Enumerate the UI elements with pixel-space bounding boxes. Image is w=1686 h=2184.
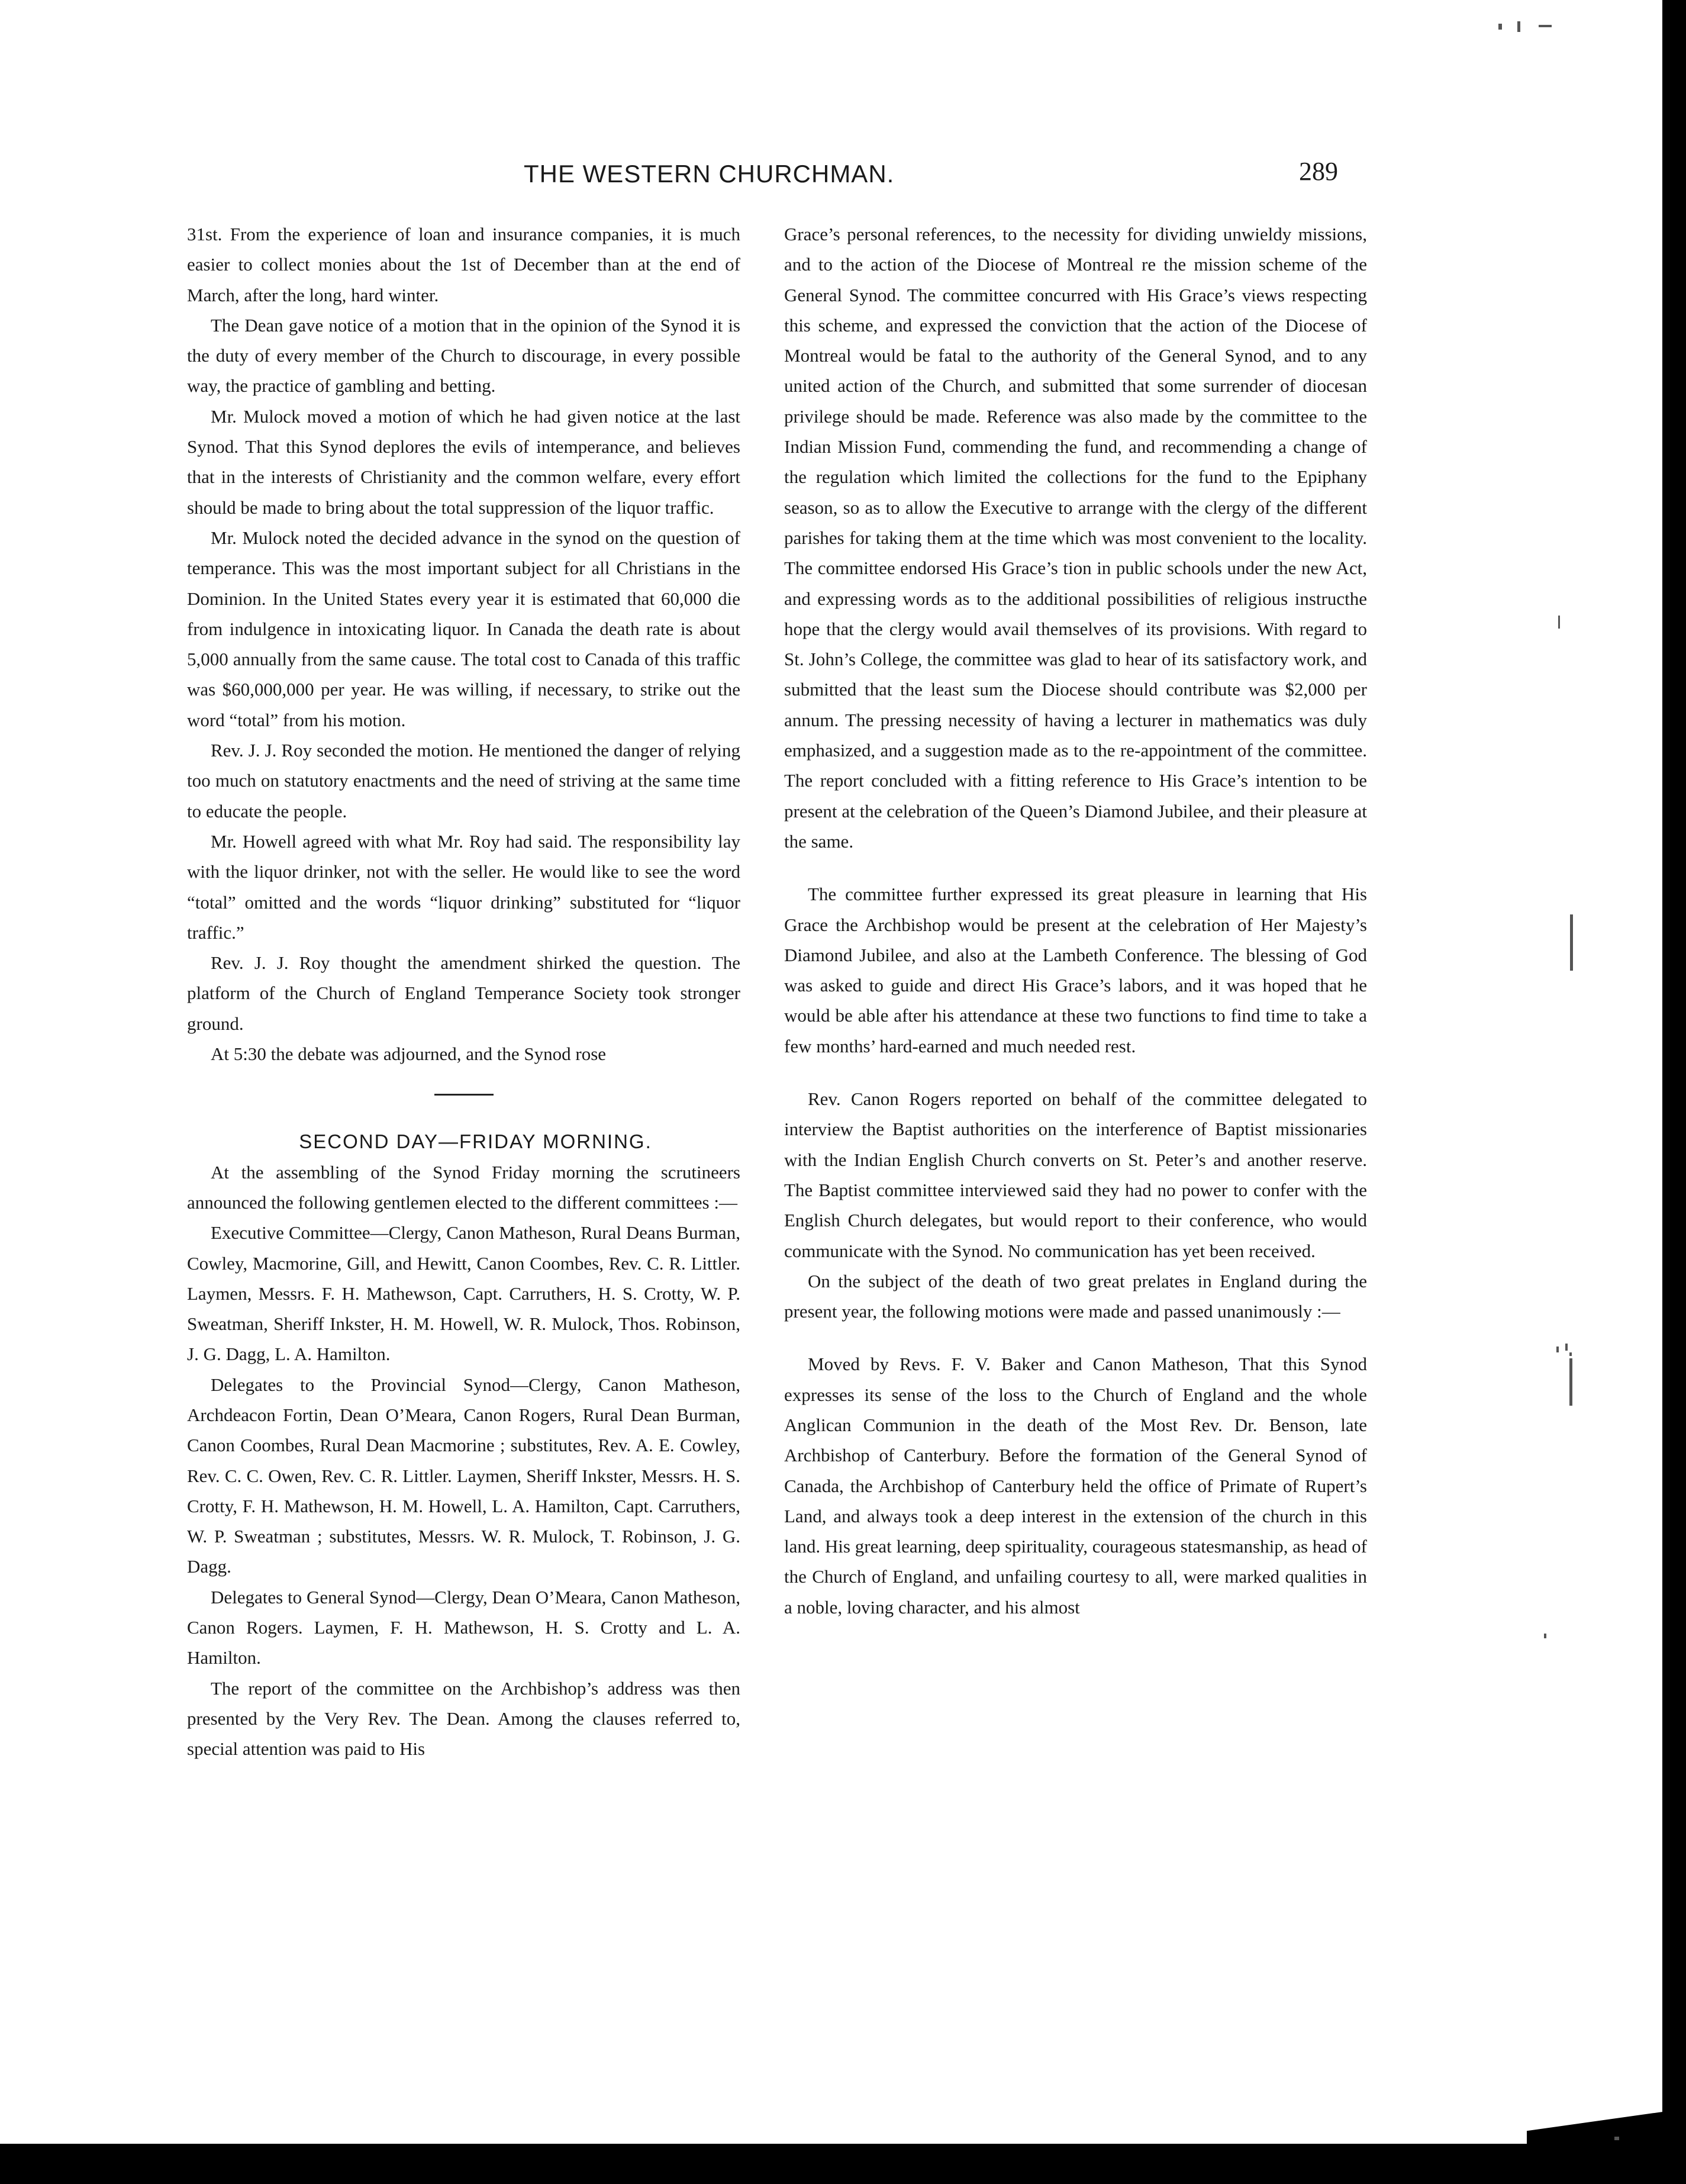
article-paragraph: Mr. Mulock moved a motion of which he had given notice at the last Synod. That this Synod deplores the evils of intemperance, and believes that in the interests of Christianity and the common welfare, every effort should be made to bring about the total suppression of the liquor traffic. xyxy=(187,405,740,518)
article-paragraph: At 5:30 the debate was adjourned, and the Synod rose xyxy=(211,1043,607,1065)
page-number: 289 xyxy=(1299,157,1338,186)
scan-speck xyxy=(1569,1358,1572,1406)
scan-speck xyxy=(1539,25,1552,27)
article-paragraph: Mr. Howell agreed with what Mr. Roy had said. The responsibility lay with the liquor drinker, not with the seller. He would like to see the word “total” omitted and the words “liquor drinking” substituted for “liquor traffic.” xyxy=(187,830,740,943)
publication-title: THE WESTERN CHURCHMAN. xyxy=(524,160,895,188)
scan-speck xyxy=(1558,616,1560,629)
right-column xyxy=(784,219,1367,1622)
left-column xyxy=(187,219,740,1764)
scan-speck xyxy=(1569,1352,1572,1356)
article-paragraph: Rev. J. J. Roy thought the amendment shirked the question. The platform of the Church of England Temperance Society took stronger ground. xyxy=(187,952,740,1034)
article-paragraph: Rev. Canon Rogers reported on behalf of the committee delegated to interview the Baptist authorities on the interference of Baptist missionaries with the Indian English Church converts on St. Peter’s and another reserve. The Baptist committee interviewed said they had no power to confer with the English Church delegates, but would report to their conference, who would communicate with the Synod. No communication has yet been received. xyxy=(784,1088,1367,1261)
article-paragraph: On the subject of the death of two great prelates in England during the present year, the following motions were made and passed unanimously :— xyxy=(784,1270,1367,1322)
article-paragraph: Executive Committee—Clergy, Canon Matheson, Rural Deans Burman, Cowley, Macmorine, Gill, and Hewitt, Canon Coombes, Rev. C. R. Littler. Laymen, Messrs. F. H. Mathewson, Capt. Carruthers, H. S. Crotty, W. P. Sweatman, Sheriff Inkster, H. M. Howell, W. R. Mulock, Thos. Robinson, J. G. Dagg, L. A. Hamilton. xyxy=(187,1222,740,1365)
article-paragraph: Grace’s personal references, to the necessity for dividing unwieldy missions, and to the action of the Diocese of Montreal re the mission scheme of the General Synod. The committee concurred with His Grace’s views respecting this scheme, and expressed the conviction that the action of the Diocese of Montreal would be fatal to the authority of the General Synod, and to any united action of the Church, and submitted that some surrender of diocesan privilege should be made. Reference was also made by the committee to the Indian Mission Fund, commending the fund, and recommending a change of the regulation which limited the collections for the fund to the Epiphany season, so as to allow the Executive to arrange with the clergy of the different parishes for taking them at the time which was most convenient to the locality. The committee endorsed His Grace’s tion in public schools under the new Act, and expressing words as to the additional possibilities of religious instructhe hope that the clergy would avail themselves of its provisions. With regard to St. John’s College, the committee was glad to hear of its satisfactory work, and submitted that the least sum the Diocese should contribute was $2,000 per annum. The pressing necessity of having a lecturer in mathematics was duly emphasized, and a suggestion made as to the re-appointment of the committee. The report concluded with a fitting reference to His Grace’s intention to be present at the celebration of the Queen’s Diamond Jubilee, and their pleasure at the same. xyxy=(784,224,1367,852)
article-paragraph: The report of the committee on the Archbishop’s address was then presented by the Very Rev. The Dean. Among the clauses referred to, special attention was paid to His xyxy=(187,1677,740,1760)
scan-speck xyxy=(1565,1344,1568,1351)
page-header xyxy=(183,157,1367,195)
article-paragraph: Delegates to the Provincial Synod—Clergy, Canon Matheson, Archdeacon Fortin, Dean O’Meara, Canon Rogers, Rural Dean Burman, Canon Coombes, Rural Dean Macmorine ; substitutes, Rev. A. E. Cowley, Rev. C. C. Owen, Rev. C. R. Littler. Laymen, Sheriff Inkster, Messrs. H. S. Crotty, F. H. Mathewson, H. M. Howell, L. A. Hamilton, Capt. Carruthers, W. P. Sweatman ; substitutes, Messrs. W. R. Mulock, T. Robinson, J. G. Dagg. xyxy=(187,1374,740,1577)
article-paragraph: The Dean gave notice of a motion that in the opinion of the Synod it is the duty of every member of the Church to discourage, in every possible way, the practice of gambling and betting. xyxy=(187,314,740,397)
section-heading: SECOND DAY—FRIDAY MORNING. xyxy=(299,1130,652,1153)
article-paragraph: Rev. J. J. Roy seconded the motion. He mentioned the danger of relying too much on statutory enactments and the need of striving at the same time to educate the people. xyxy=(187,740,740,822)
scan-speck xyxy=(1544,1634,1546,1638)
article-paragraph: 31st. From the experience of loan and insurance companies, it is much easier to collect monies about the 1st of December than at the end of March, after the long, hard winter. xyxy=(187,224,740,305)
scan-speck xyxy=(1517,21,1520,32)
article-paragraph: The committee further expressed its great pleasure in learning that His Grace the Archbishop would be present at the celebration of Her Majesty’s Diamond Jubilee, and also at the Lambeth Conference. The blessing of God was asked to guide and direct His Grace’s labors, and it was hoped that he would be able after his attendance at these two functions to find time to take a few months’ hard-earned and much needed rest. xyxy=(784,884,1367,1056)
scan-speck xyxy=(1570,914,1573,971)
article-paragraph: At the assembling of the Synod Friday morning the scrutineers announced the following gentlemen elected to the different committees :— xyxy=(187,1161,740,1213)
scan-speck xyxy=(1614,2137,1619,2140)
article-paragraph: Mr. Mulock noted the decided advance in the synod on the question of temperance. This was the most important subject for all Christians in the Dominion. In the United States every year it is estimated that 60,000 die from indulgence in intoxicating liquor. In Canada the death rate is about 5,000 annually from the same cause. The total cost to Canada of this traffic was $60,000,000 per year. He was willing, if necessary, to strike out the word “total” from his motion. xyxy=(187,527,740,730)
section-divider xyxy=(434,1094,494,1096)
article-paragraph: Moved by Revs. F. V. Baker and Canon Matheson, That this Synod expresses its sense of the loss to the Church of England and the whole Anglican Communion in the death of the Most Rev. Dr. Benson, late Archbishop of Canterbury. Before the formation of the General Synod of Canada, the Archbishop of Canterbury held the office of Primate of Rupert’s Land, and always took a deep interest in the extension of the church in this land. His great learning, deep spirituality, courageous statesmanship, as head of the Church of England, and unfailing courtesy to all, were marked qualities in a noble, loving character, and his almost xyxy=(784,1354,1367,1618)
scan-edge-shadow-right xyxy=(1662,0,1686,2184)
article-paragraph: Delegates to General Synod—Clergy, Dean O’Meara, Canon Matheson, Canon Rogers. Laymen, F. H. Mathewson, H. S. Crotty and L. A. Hamilton. xyxy=(187,1586,740,1668)
scan-speck xyxy=(1556,1347,1559,1352)
scan-speck xyxy=(1498,24,1502,30)
scan-edge-shadow-bottom xyxy=(0,2144,1686,2184)
